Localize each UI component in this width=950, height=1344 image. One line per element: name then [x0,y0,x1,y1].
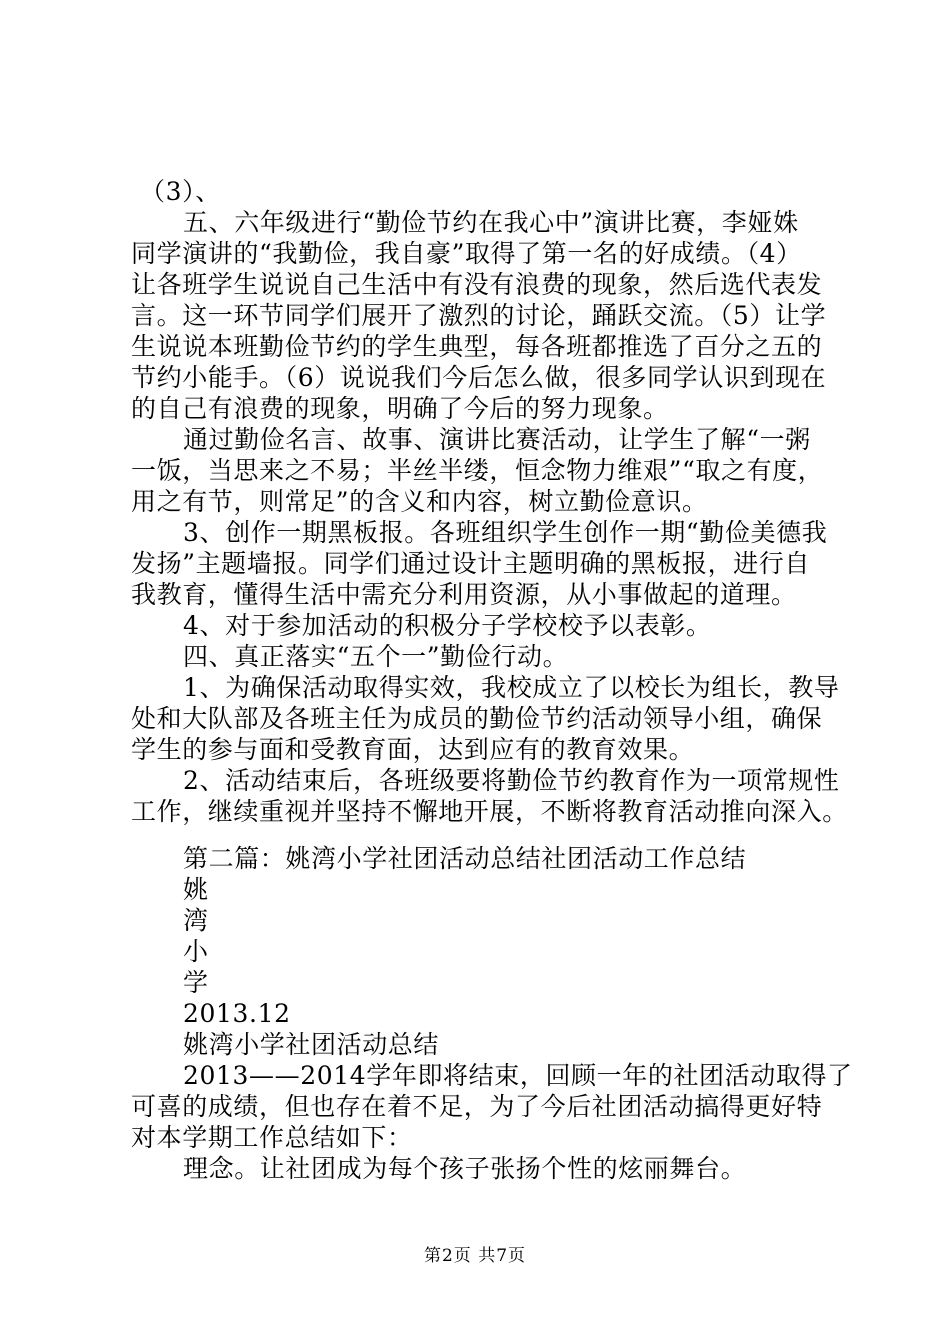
text-line: 处和大队部及各班主任为成员的勤俭节约活动领导小组，确保 [131,704,823,733]
text-line: 通过勤俭名言、故事、演讲比赛活动，让学生了解“一粥 [183,425,811,454]
text-line: 1、为确保活动取得实效，我校成立了以校长为组长，教导 [183,673,840,702]
text-line: 可喜的成绩，但也存在着不足，为了今后社团活动搞得更好特 [131,1092,823,1121]
text-line: 生说说本班勤俭节约的学生典型，每各班都推选了百分之五的 [131,332,823,361]
text-line: 对本学期工作总结如下： [131,1123,413,1152]
page-number: 第2页 共7页 [423,1246,527,1266]
text-line: 4、对于参加活动的积极分子学校校予以表彰。 [183,611,712,640]
text-line: 发扬”主题墙报。同学们通过设计主题明确的黑板报，进行自 [131,549,810,578]
text-line: 工作，继续重视并坚持不懈地开展，不断将教育活动推向深入。 [131,797,848,826]
text-line: 同学演讲的“我勤俭，我自豪”取得了第一名的好成绩。（4） [131,239,802,268]
text-line: 我教育，懂得生活中需充分利用资源，从小事做起的道理。 [131,580,797,609]
text-line: 用之有节，则常足”的含义和内容，树立勤俭意识。 [131,487,708,516]
text-line: 的自己有浪费的现象，明确了今后的努力现象。 [131,394,669,423]
text-line: 四、真正落实“五个一”勤俭行动。 [183,642,569,671]
section-title: 第二篇：姚湾小学社团活动总结社团活动工作总结 [183,844,747,873]
vertical-title-char: 小 [183,937,209,966]
text-line: 理念。让社团成为每个孩子张扬个性的炫丽舞台。 [183,1154,747,1183]
text-line: （3）、 [140,177,221,206]
text-line: 学生的参与面和受教育面，达到应有的教育效果。 [131,735,695,764]
text-line: 2、活动结束后，各班级要将勤俭节约教育作为一项常规性 [183,766,840,795]
text-line: 2013——2014学年即将结束，回顾一年的社团活动取得了 [183,1061,853,1090]
text-line: 五、六年级进行“勤俭节约在我心中”演讲比赛，李娅姝 [183,208,799,237]
text-line: 节约小能手。（6）说说我们今后怎么做，很多同学认识到现在 [131,363,827,392]
text-line: 3、创作一期黑板报。各班组织学生创作一期“勤俭美德我 [183,518,828,547]
vertical-title-char: 学 [183,968,209,997]
subtitle: 姚湾小学社团活动总结 [183,1030,440,1059]
text-line: 言。这一环节同学们展开了激烈的讨论，踊跃交流。（5）让学 [131,301,827,330]
text-line: 一饭，当思来之不易；半丝半缕，恒念物力维艰”“取之有度， [131,456,824,485]
text-line: 让各班学生说说自己生活中有没有浪费的现象，然后选代表发 [131,270,823,299]
vertical-title-char: 姚 [183,875,209,904]
date-line: 2013.12 [183,999,291,1028]
vertical-title-char: 湾 [183,906,209,935]
